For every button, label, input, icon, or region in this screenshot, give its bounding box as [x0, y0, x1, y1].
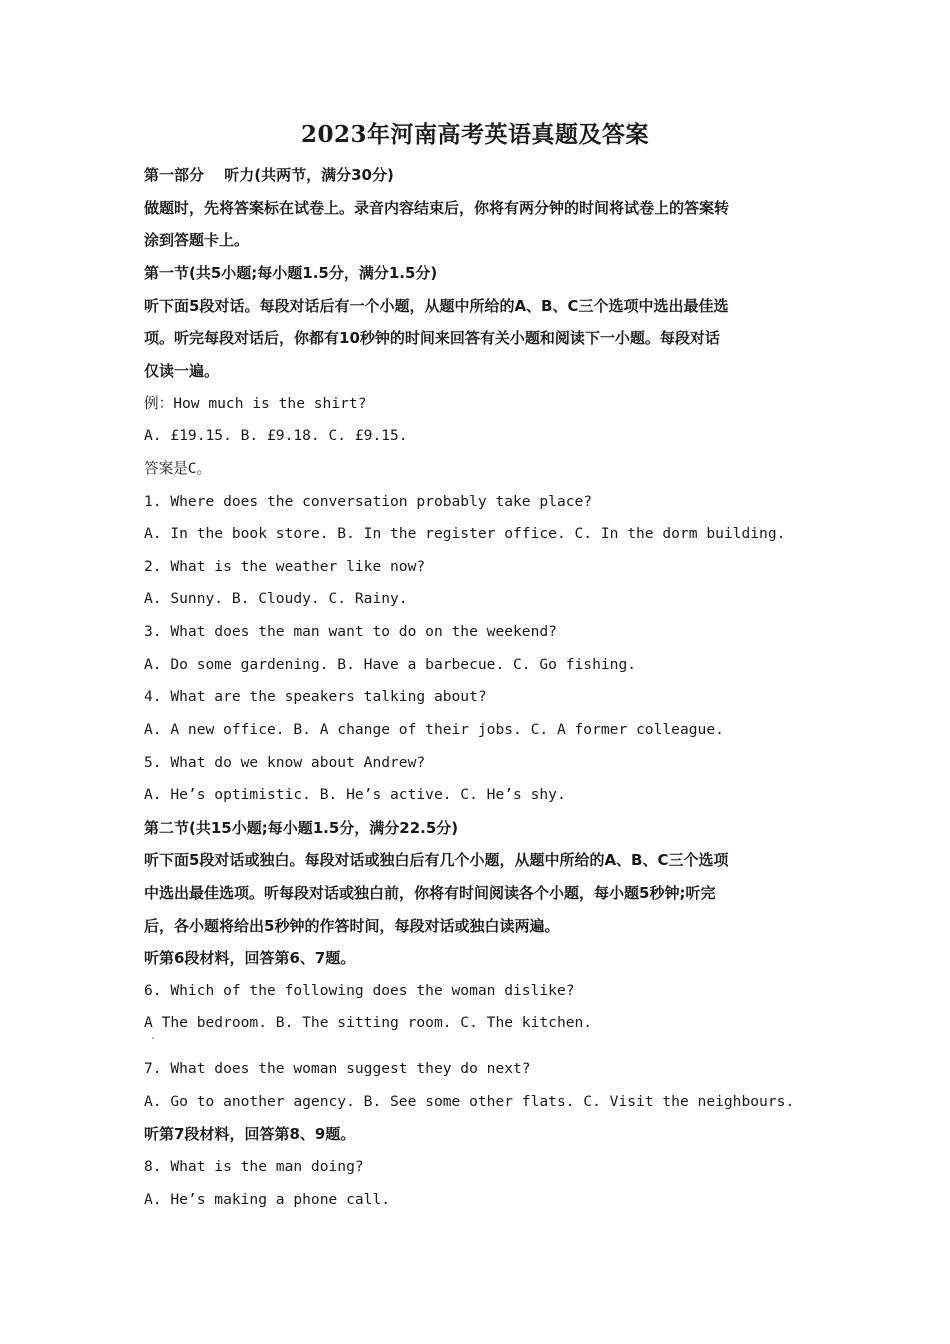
question-1: 1. Where does the conversation probably take place? — [144, 493, 593, 510]
question-7: 7. What does the woman suggest they do next? — [144, 1060, 531, 1077]
instruction-line: 听下面5段对话或独白。每段对话或独白后有几个小题，从题中所给的A、B、C三个选项 — [144, 851, 729, 869]
material-heading-6: 听第6段材料，回答第6、7题。 — [144, 949, 356, 967]
example-options: A. £19.15. B. £9.18. C. £9.15. — [144, 427, 408, 444]
question-5-options: A. He’s optimistic. B. He’s active. C. He’s shy. — [144, 786, 566, 803]
question-4-options: A. A new office. B. A change of their jobs. C. A former colleague. — [144, 721, 724, 738]
instruction-line: 仅读一遍。 — [144, 362, 220, 380]
question-6-options: A The bedroom. B. The sitting room. C. The kitchen. — [144, 1014, 593, 1031]
question-3: 3. What does the man want to do on the weekend? — [144, 623, 557, 640]
section-heading-1: 第一节(共5小题;每小题1.5分，满分1.5分) — [144, 264, 438, 282]
question-2: 2. What is the weather like now? — [144, 558, 426, 575]
stray-mark — [152, 1037, 154, 1039]
material-heading-7: 听第7段材料，回答第8、9题。 — [144, 1125, 356, 1143]
document-title: 2023年河南高考英语真题及答案 — [300, 121, 649, 148]
question-8: 8. What is the man doing? — [144, 1158, 364, 1175]
question-5: 5. What do we know about Andrew? — [144, 754, 426, 771]
question-3-options: A. Do some gardening. B. Have a barbecue. C. Go fishing. — [144, 656, 637, 673]
example-answer: 答案是C。 — [144, 460, 212, 477]
question-6: 6. Which of the following does the woman dislike? — [144, 982, 575, 999]
instruction-line: 听下面5段对话。每段对话后有一个小题，从题中所给的A、B、C三个选项中选出最佳选 — [144, 297, 729, 315]
section-heading-2: 第二节(共15小题;每小题1.5分，满分22.5分) — [144, 819, 459, 837]
instruction-line: 后，各小题将给出5秒钟的作答时间，每段对话或独白读两遍。 — [144, 917, 560, 935]
question-1-options: A. In the book store. B. In the register office. C. In the dorm building. — [144, 525, 786, 542]
instruction-line: 项。听完每段对话后，你都有10秒钟的时间来回答有关小题和阅读下一小题。每段对话 — [144, 329, 720, 347]
question-4: 4. What are the speakers talking about? — [144, 688, 487, 705]
question-2-options: A. Sunny. B. Cloudy. C. Rainy. — [144, 590, 408, 607]
section-heading-part-one: 第一部分 听力(共两节，满分30分) — [144, 166, 394, 184]
example-question: 例：How much is the shirt? — [144, 395, 367, 412]
question-7-options: A. Go to another agency. B. See some other flats. C. Visit the neighbours. — [144, 1093, 795, 1110]
instruction-line: 做题时，先将答案标在试卷上。录音内容结束后，你将有两分钟的时间将试卷上的答案转 — [144, 199, 730, 217]
instruction-line: 中选出最佳选项。听每段对话或独白前，你将有时间阅读各个小题，每小题5秒钟;听完 — [144, 884, 716, 902]
question-8-option-a: A. He’s making a phone call. — [144, 1191, 391, 1208]
instruction-line: 涂到答题卡上。 — [144, 231, 250, 249]
